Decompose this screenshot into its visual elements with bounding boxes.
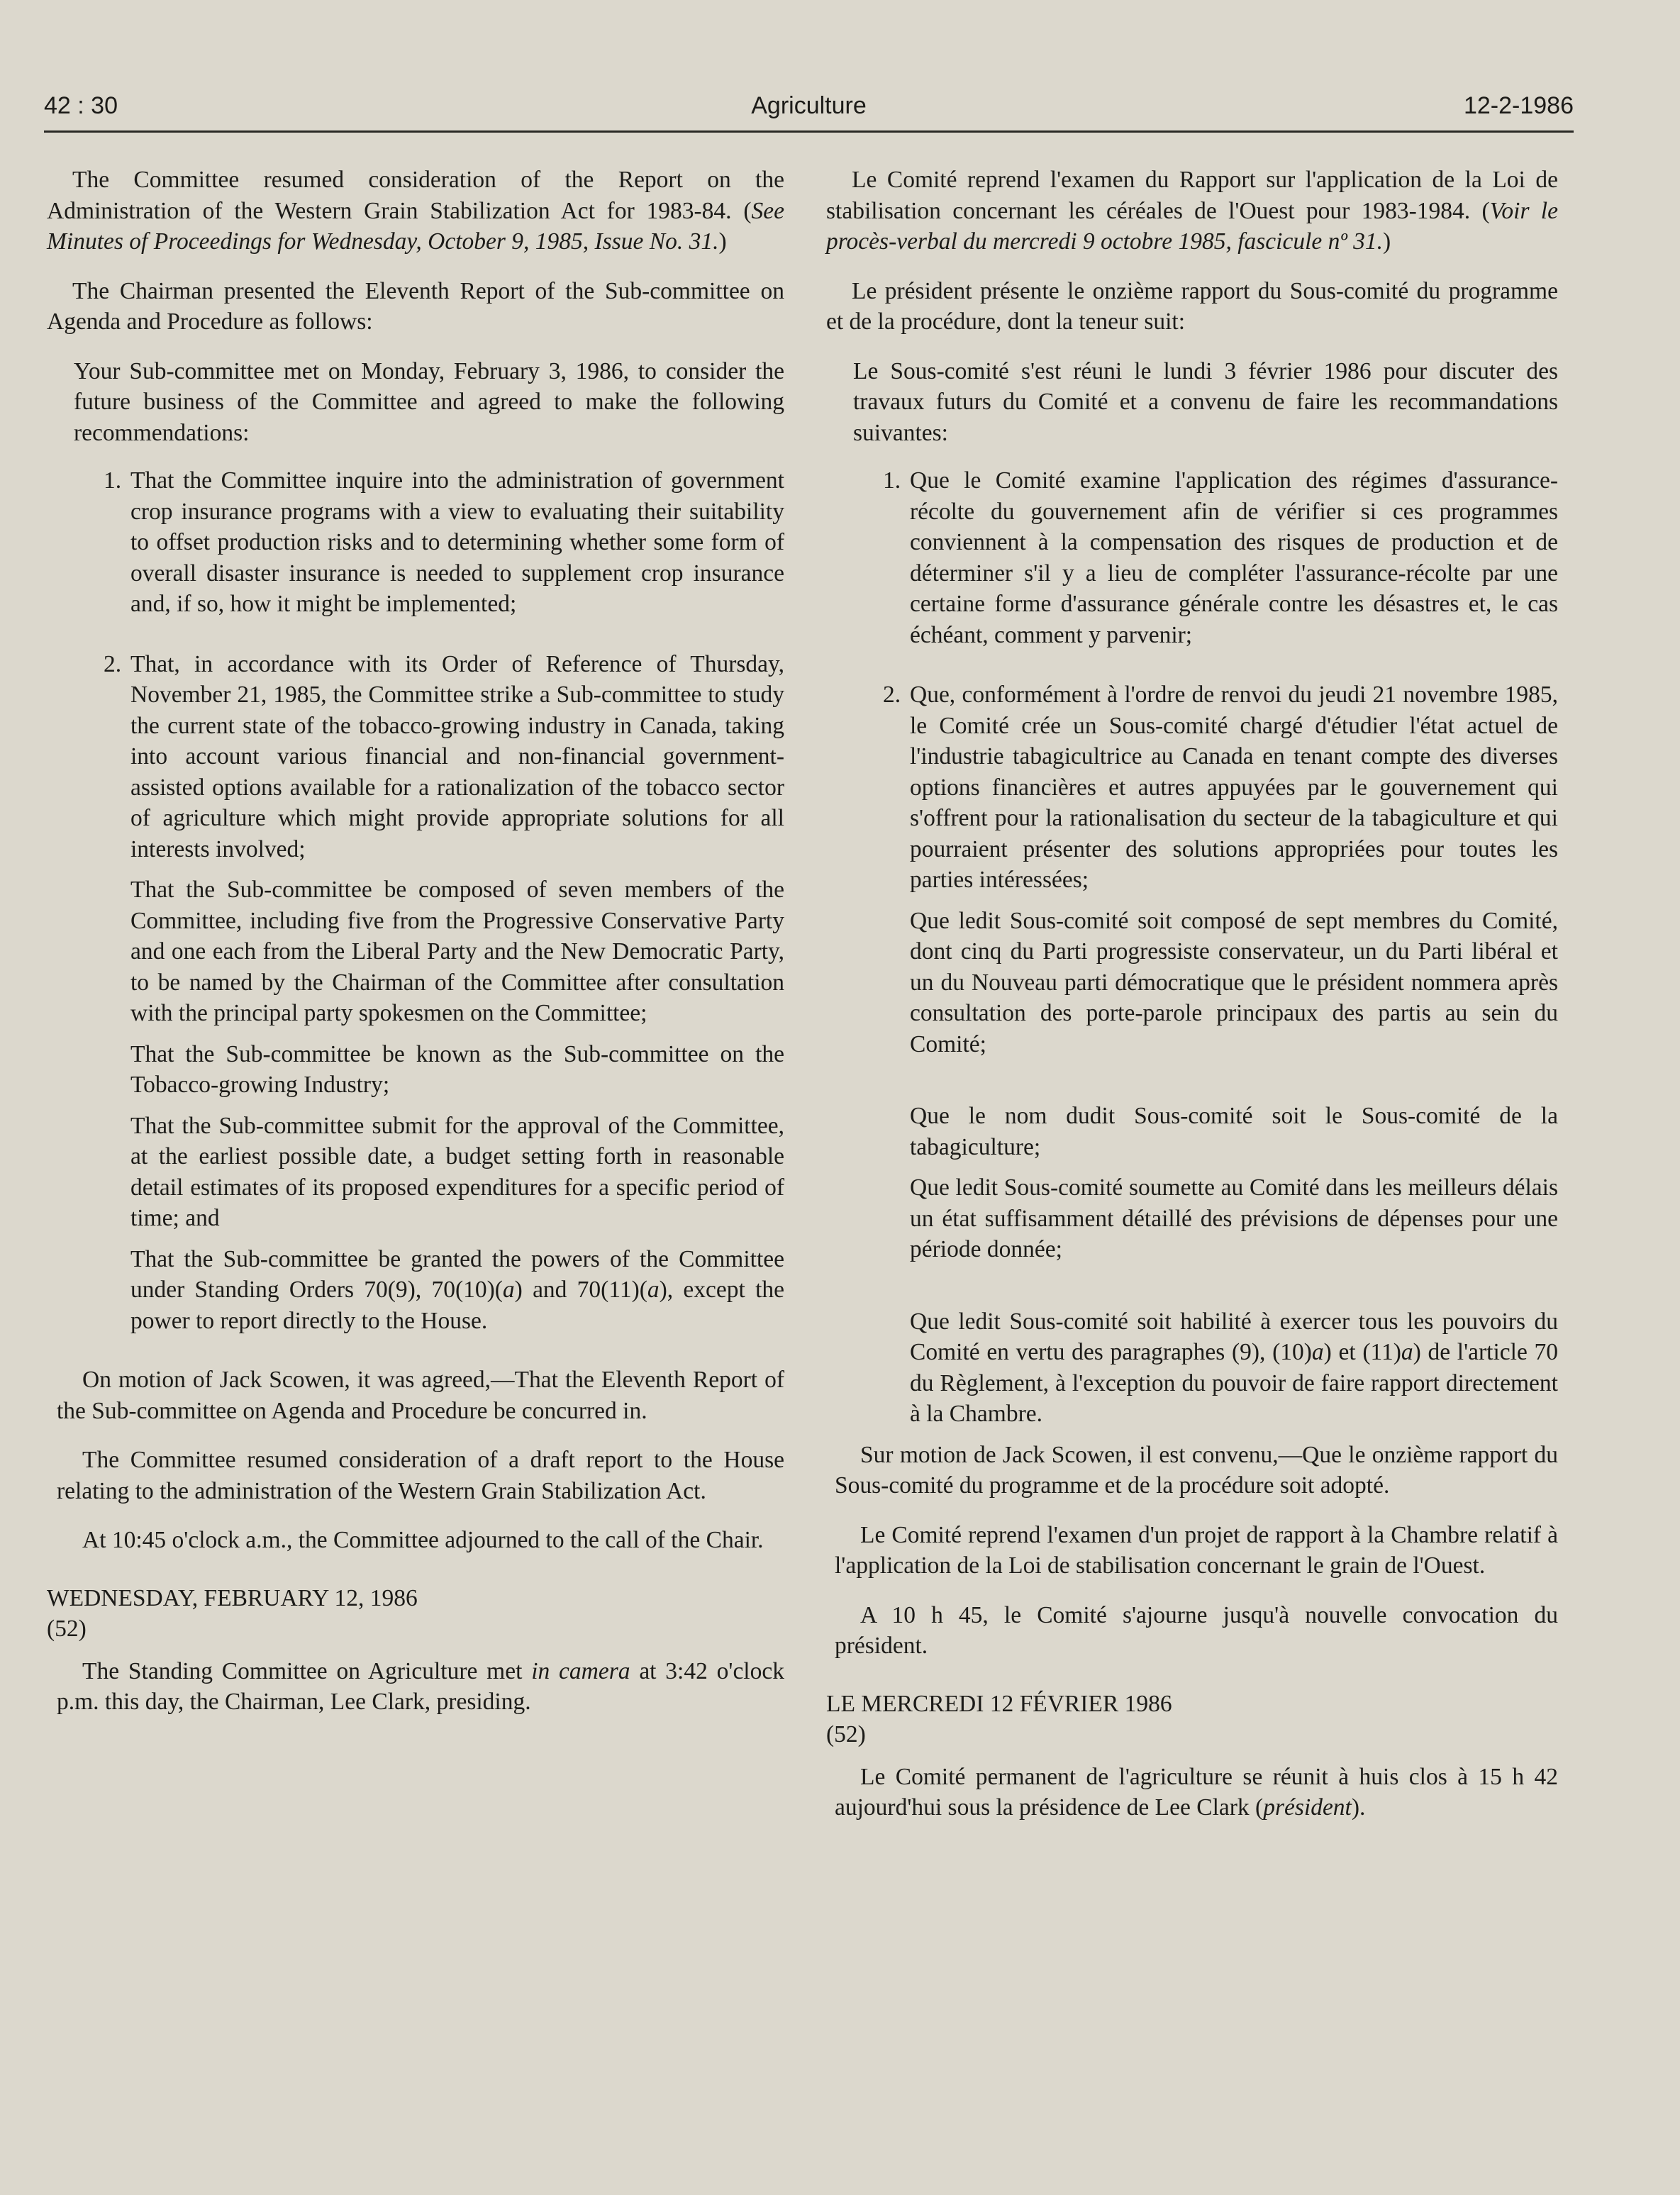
meeting-number-fr: (52) — [826, 1721, 866, 1747]
meeting-number: (52) — [47, 1616, 87, 1642]
english-column — [47, 165, 784, 1718]
recommandation-2-pouvoirs: Que ledit Sous-comité soit habilité à exercer tous les pouvoirs du Comité en vertu des paragraphes (9), (10)a) et (11)a) de l'article 70 du Règlement, à l'exception du pouvoir de faire rapport directement à la Chambre. — [910, 1308, 1558, 1427]
header-title: Agriculture — [751, 92, 867, 119]
paragraph-projet-rapport: Le Comité reprend l'examen d'un projet de rapport à la Chambre relatif à l'application de la Loi de stabilisation concernant le grain de l'Ouest. — [835, 1521, 1558, 1579]
paragraph-president-presente: Le président présente le onzième rapport du Sous-comité du programme et de la procédure, dont la teneur suit: — [826, 277, 1558, 335]
recommendation-2-powers: That the Sub-committee be granted the powers of the Committee under Standing Orders 70(9), 70(10)(a) and 70(11)(a), except the power to report directly to the House. — [130, 1245, 785, 1334]
page-number: 42 : 30 — [44, 92, 118, 119]
recommendation-2-budget: That the Sub-committee submit for the approval of the Committee, at the earliest possible date, a budget setting forth in reasonable detail estimates of its proposed expenditures for a specific period of time; and — [130, 1112, 784, 1231]
recommandation-2: 2. Que, conformément à l'ordre de renvoi du jeudi 21 novembre 1985, le Comité crée un Sous-comité chargé d'étudier l'état actuel de l'industrie tabagicultrice au Canada en tenant compte des diverses options financières et autres appuyées par le gouvernement qui s'offrent pour la rationalisation du secteur de la tabagiculture et qui pourraient présenter des solutions appropriées pour toutes les parties intéressées; — [883, 682, 1558, 893]
meeting-heading-fr: LE MERCREDI 12 FÉVRIER 1986 — [826, 1690, 1172, 1717]
recommandation-2-composition: Que ledit Sous-comité soit composé de sept membres du Comité, dont cinq du Parti progressiste conservateur, un du Parti libéral et un du Nouveau parti démocratique que le président nommera après consultation des porte-parole principaux des partis au sein du Comité; — [910, 907, 1558, 1057]
paragraph-chairman-presented: The Chairman presented the Eleventh Report of the Sub-committee on Agenda and Procedure as follows: — [47, 277, 784, 335]
paragraph-adjourned: At 10:45 o'clock a.m., the Committee adjourned to the call of the Chair. — [82, 1527, 764, 1553]
paragraph-motion-fr: Sur motion de Jack Scowen, il est convenu,—Que le onzième rapport du Sous-comité du programme et de la procédure soit adopté. — [835, 1441, 1558, 1499]
paragraph-motion: On motion of Jack Scowen, it was agreed,—That the Eleventh Report of the Sub-committee on Agenda and Procedure be concurred in. — [57, 1367, 784, 1424]
meeting-heading: WEDNESDAY, FEBRUARY 12, 1986 — [47, 1584, 418, 1611]
recommandation-2-nom: Que le nom dudit Sous-comité soit le Sous-comité de la tabagiculture; — [910, 1103, 1558, 1160]
recommendation-2-name: That the Sub-committee be known as the Sub-committee on the Tobacco-growing Industry; — [130, 1040, 784, 1098]
paragraph-reprend-rapport: Le Comité reprend l'examen du Rapport sur l'application de la Loi de stabilisation concernant les céréales de l'Ouest pour 1983-1984. (Voir le procès-verbal du mercredi 9 octobre 1985, fascicule nº 31.) — [826, 167, 1558, 255]
paragraph-comite-permanent: Le Comité permanent de l'agriculture se réunit à huis clos à 15 h 42 aujourd'hui sous la présidence de Lee Clark (président). — [835, 1763, 1558, 1821]
paragraph-draft-report: The Committee resumed consideration of a draft report to the House relating to the administration of the Western Grain Stabilization Act. — [57, 1447, 784, 1504]
recommendation-2: 2. That, in accordance with its Order of Reference of Thursday, November 21, 1985, the Committee strike a Sub-committee to study the current state of the tobacco-growing industry in Canada, taking into account various financial and non-financial government-assisted options available for a rationalization of the tobacco sector of agriculture which might provide appropriate solutions for all interests involved; — [104, 650, 784, 862]
recommendation-1: 1. That the Committee inquire into the administration of government crop insurance programs with a view to evaluating their suitability to offset production risks and to determining whether some form of overall disaster insurance is needed to supplement crop insurance and, if so, how it might be implemented; — [104, 467, 784, 617]
running-header — [44, 91, 1574, 133]
french-column — [826, 165, 1558, 1823]
paragraph-sous-comite-reuni: Le Sous-comité s'est réuni le lundi 3 février 1986 pour discuter des travaux futurs du Comité et a convenu de faire les recommandations suivantes: — [853, 357, 1558, 446]
header-date: 12-2-1986 — [1463, 92, 1574, 119]
recommendation-2-composition: That the Sub-committee be composed of seven members of the Committee, including five from the Progressive Conservative Party and one each from the Liberal Party and the New Democratic Party, to be named by the Chairman of the Committee after consultation with the principal party spokesmen on the Committee; — [130, 877, 784, 1026]
recommandation-2-budget: Que ledit Sous-comité soumette au Comité dans les meilleurs délais un état suffisamment détaillé des prévisions de dépenses pour une période donnée; — [910, 1174, 1558, 1262]
paragraph-standing-committee: The Standing Committee on Agriculture met in camera at 3:42 o'clock p.m. this day, the Chairman, Lee Clark, presiding. — [57, 1657, 784, 1715]
paragraph-subcommittee-met: Your Sub-committee met on Monday, February 3, 1986, to consider the future business of the Committee and agreed to make the following recommendations: — [74, 357, 784, 446]
recommandation-1: 1. Que le Comité examine l'application des régimes d'assurance-récolte du gouvernement afin de vérifier si ces programmes conviennent à la compensation des risques de production et de déterminer s'il y a lieu de compléter l'assurance-récolte par une certaine forme d'assurance générale contre les désastres et, le cas échéant, comment y parvenir; — [883, 467, 1558, 648]
paragraph-resumed-report: The Committee resumed consideration of the Report on the Administration of the Western Grain Stabilization Act for 1983-84. (See Minutes of Proceedings for Wednesday, October 9, 1985, Issue No. 31.) — [47, 167, 784, 255]
paragraph-ajourne: A 10 h 45, le Comité s'ajourne jusqu'à nouvelle convocation du président. — [835, 1601, 1558, 1659]
